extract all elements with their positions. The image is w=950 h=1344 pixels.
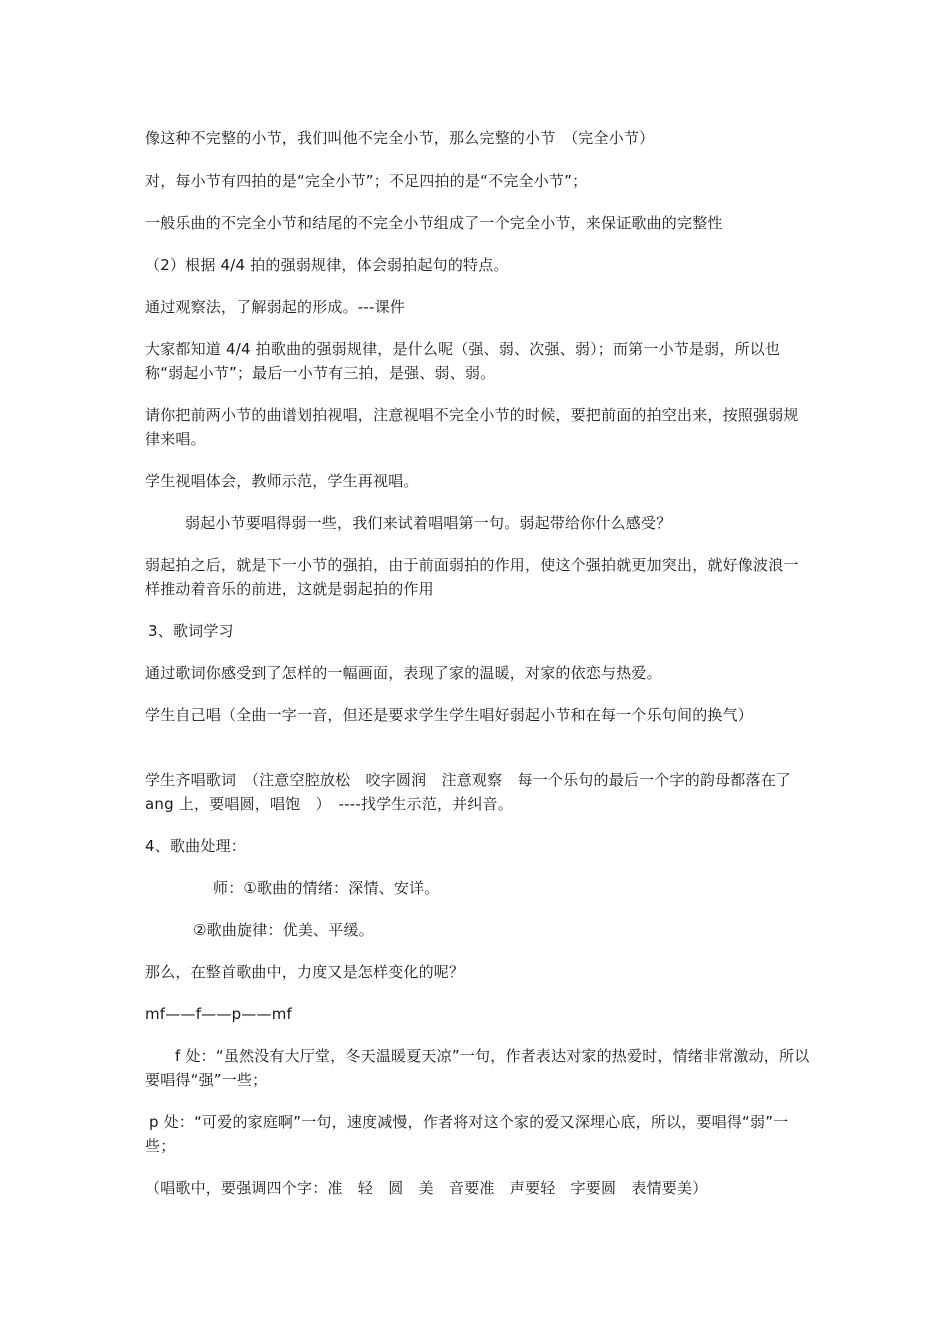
paragraph-10: 弱起拍之后，就是下一小节的强拍，由于前面弱拍的作用，使这个强拍就更加突出，就好像波浪一样推动着音乐的前进，这就是弱起拍的作用 — [145, 556, 799, 598]
paragraph-8: 学生视唱体会，教师示范，学生再视唱。 — [145, 472, 419, 490]
paragraph-16: 师：①歌曲的情绪：深情、安详。 — [213, 879, 440, 897]
paragraph-3: 一般乐曲的不完全小节和结尾的不完全小节组成了一个完全小节，来保证歌曲的完整性 — [145, 214, 723, 232]
paragraph-22: （唱歌中，要强调四个字：准 轻 圆 美 音要准 声要轻 字要圆 表情要美） — [145, 1179, 708, 1197]
paragraph-20: f 处：“虽然没有大厅堂，冬天温暖夏天凉”一句，作者表达对家的热爱时，情绪非常激动，所以要唱得“强”一些； — [145, 1047, 810, 1089]
paragraph-2: 对，每小节有四拍的是“完全小节”；不足四拍的是“不完全小节”； — [145, 172, 588, 190]
dynamics-line: mf——f——p——mf — [145, 1005, 292, 1023]
section-heading-processing: 4、歌曲处理： — [145, 837, 246, 855]
paragraph-7: 请你把前两小节的曲谱划拍视唱，注意视唱不完全小节的时候，要把前面的拍空出来，按照强弱规律来唱。 — [145, 406, 799, 448]
paragraph-18: 那么，在整首歌曲中，力度又是怎样变化的呢？ — [145, 963, 465, 981]
paragraph-14: 学生齐唱歌词 （注意空腔放松 咬字圆润 注意观察 每一个乐句的最后一个字的韵母都落在了 ang 上，要唱圆，唱饱 ） ----找学生示范，并纠音。 — [145, 771, 792, 813]
paragraph-21: p 处：“可爱的家庭啊”一句，速度减慢，作者将对这个家的爱又深埋心底，所以，要唱得“弱”一些； — [145, 1113, 789, 1155]
paragraph-5: 通过观察法，了解弱起的形成。---课件 — [145, 298, 406, 316]
paragraph-17: ②歌曲旋律：优美、平缓。 — [193, 921, 374, 939]
paragraph-9: 弱起小节要唱得弱一些，我们来试着唱唱第一句。弱起带给你什么感受？ — [185, 514, 672, 532]
paragraph-6: 大家都知道 4/4 拍歌曲的强弱规律，是什么呢（强、弱、次强、弱）；而第一小节是弱，所以也称“弱起小节”；最后一小节有三拍，是强、弱、弱。 — [145, 340, 781, 382]
paragraph-12: 通过歌词你感受到了怎样的一幅画面，表现了家的温暖，对家的依恋与热爱。 — [145, 664, 662, 682]
paragraph-13: 学生自己唱（全曲一字一音，但还是要求学生学生唱好弱起小节和在每一个乐句间的换气） — [145, 706, 754, 724]
paragraph-4: （2）根据 4/4 拍的强弱规律，体会弱拍起句的特点。 — [145, 256, 509, 274]
paragraph-1: 像这种不完整的小节，我们叫他不完全小节，那么完整的小节 （完全小节） — [145, 129, 655, 147]
section-heading-lyrics: 3、歌词学习 — [148, 622, 234, 640]
